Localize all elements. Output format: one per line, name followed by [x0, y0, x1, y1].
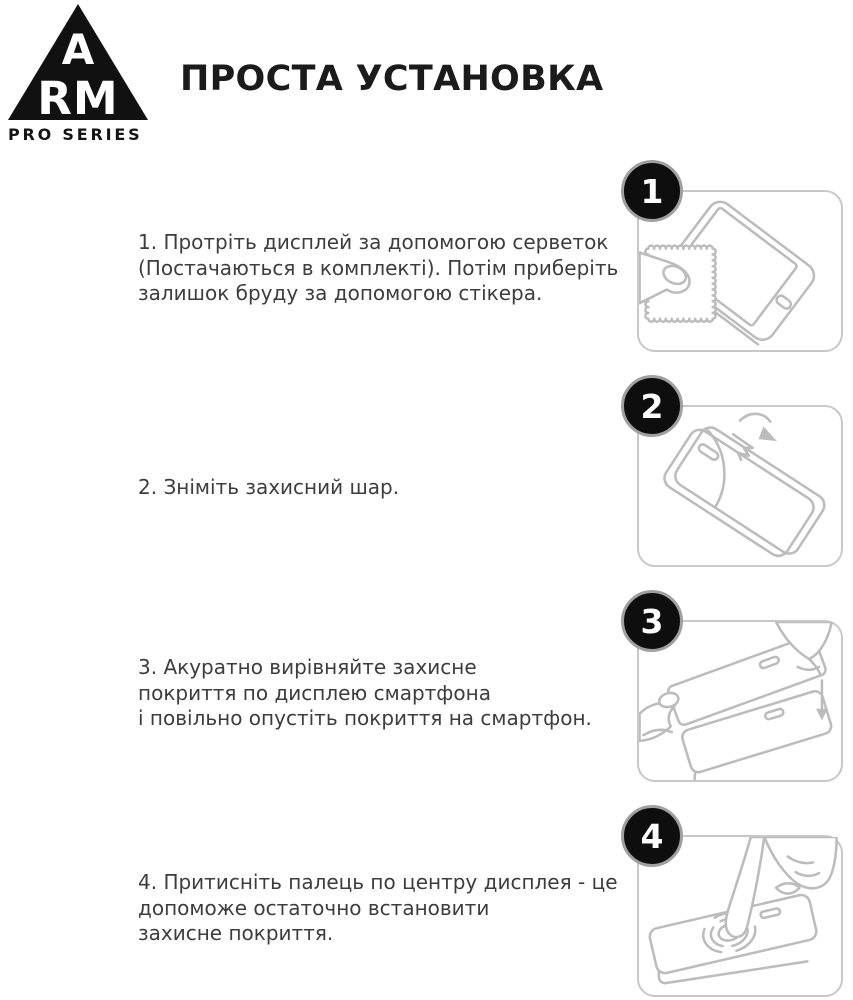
down-arrow-head: [816, 709, 828, 721]
step-number-badge: 1: [621, 160, 683, 222]
step-number-badge: 3: [621, 590, 683, 652]
step-2-text: [138, 475, 399, 501]
step-text-line: 3. Акуратно вирівняйте захисне: [138, 655, 477, 679]
step-4-text: [138, 870, 618, 947]
step-text-line: (Постачаються в комплекті). Потім приберіть: [138, 255, 619, 280]
page-title: ПРОСТА УСТАНОВКА: [180, 59, 604, 99]
peel-arrow-icon: [740, 414, 770, 422]
step-1-text: [138, 230, 618, 307]
step-text-line: допоможе остаточно встановити: [138, 895, 490, 920]
right-hand-icon: [776, 622, 832, 659]
brand-subtitle: PRO SERIES: [8, 125, 143, 144]
step-text-line: 2. Зніміть захисний шар.: [138, 475, 400, 499]
step-3-text: [138, 655, 592, 732]
pressing-finger-icon: [726, 837, 765, 937]
phone-icon: [679, 689, 837, 780]
right-hand-knuckle-line: [798, 667, 819, 670]
step-text-line: і повільно опустіть покриття на смартфон.: [138, 706, 592, 730]
peel-arrow-head: [759, 427, 778, 442]
step-number-badge: 4: [621, 805, 683, 867]
step-text-line: захисне покриття.: [138, 921, 334, 945]
step-text-line: залишок бруду за допомогою стікера.: [138, 281, 543, 305]
step-text-line: покриття по дисплею смартфона: [138, 680, 491, 705]
thumb-icon: [776, 883, 799, 893]
brand-logo: [8, 3, 148, 144]
brand-triangle-icon: [8, 3, 148, 121]
logo-letters-rm: RM: [37, 72, 119, 121]
left-thumb-icon: [658, 691, 680, 709]
step-text-line: 1. Протріть дисплей за допомогою серветок: [138, 230, 609, 254]
protective-film-icon: [671, 423, 828, 557]
step-number-badge: 2: [621, 375, 683, 437]
step-text-line: 4. Притисніть палець по центру дисплея - це: [138, 870, 618, 894]
logo-letter-a: A: [61, 25, 95, 74]
